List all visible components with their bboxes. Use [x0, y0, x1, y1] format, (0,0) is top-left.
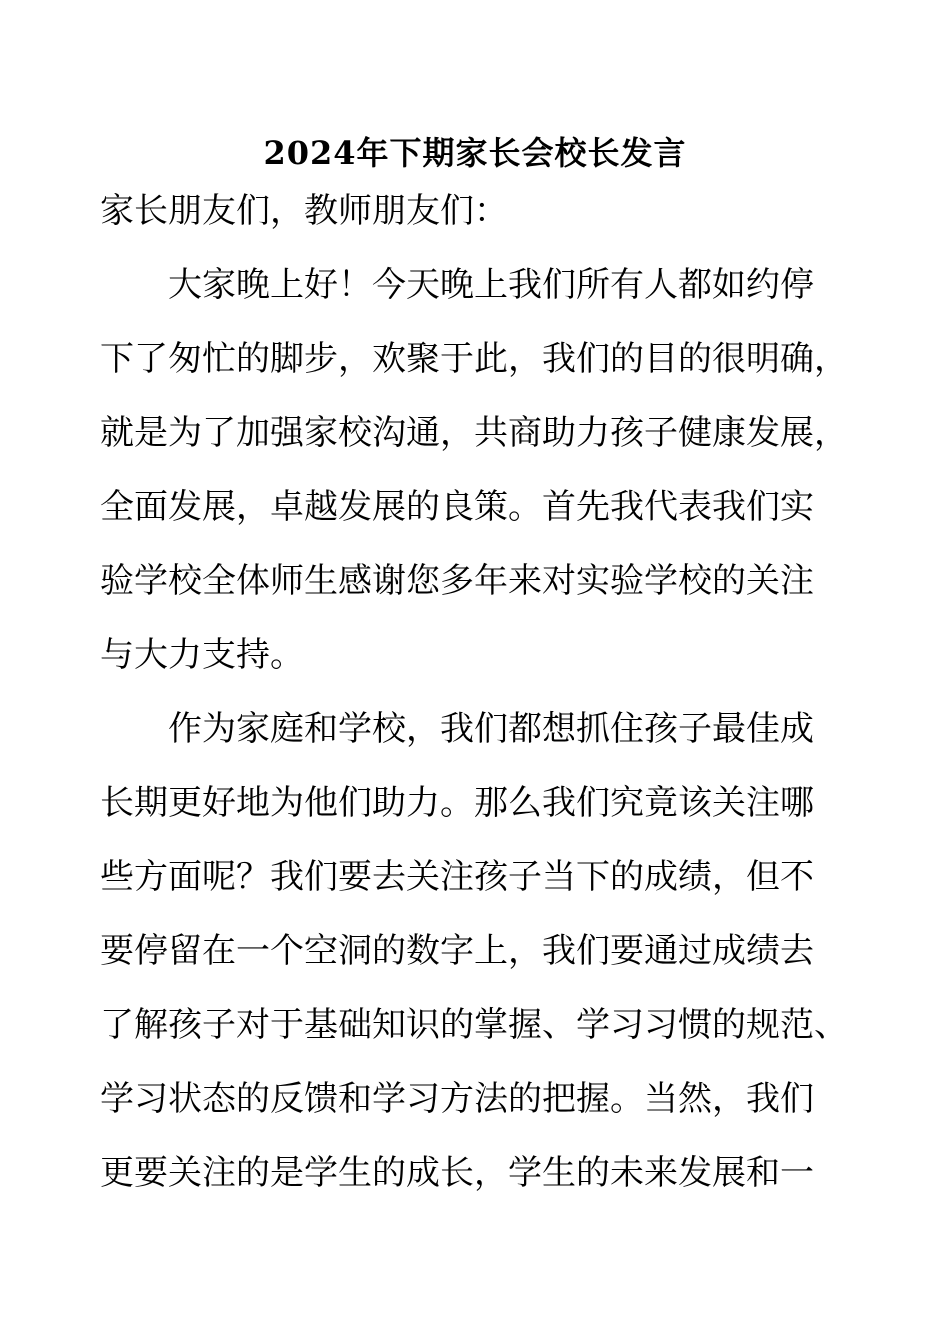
document-body: [100, 174, 880, 1210]
text-line: 了解孩子对于基础知识的掌握、学习习惯的规范、: [100, 1005, 848, 1045]
text-line: 验学校全体师生感谢您多年来对实验学校的关注: [100, 561, 814, 601]
text-line: 长期更好地为他们助力。那么我们究竟该关注哪: [100, 783, 814, 823]
text-line: 作为家庭和学校，我们都想抓住孩子最佳成: [100, 709, 814, 749]
text-line: 学习状态的反馈和学习方法的把握。当然，我们: [100, 1079, 814, 1119]
text-line: 下了匆忙的脚步，欢聚于此，我们的目的很明确，: [100, 339, 848, 379]
document-title: 2024年下期家长会校长发言: [263, 134, 687, 172]
text-line: 大家晚上好！今天晚上我们所有人都如约停: [100, 265, 814, 305]
text-line: 更要关注的是学生的成长，学生的未来发展和一: [100, 1153, 814, 1193]
text-line: 与大力支持。: [100, 635, 304, 675]
text-line: 全面发展，卓越发展的良策。首先我代表我们实: [100, 487, 814, 527]
text-line: 要停留在一个空洞的数字上，我们要通过成绩去: [100, 931, 814, 971]
text-line: 些方面呢？我们要去关注孩子当下的成绩，但不: [100, 857, 814, 897]
text-line-salutation: 家长朋友们，教师朋友们：: [100, 191, 508, 231]
text-line: 就是为了加强家校沟通，共商助力孩子健康发展，: [100, 413, 848, 453]
